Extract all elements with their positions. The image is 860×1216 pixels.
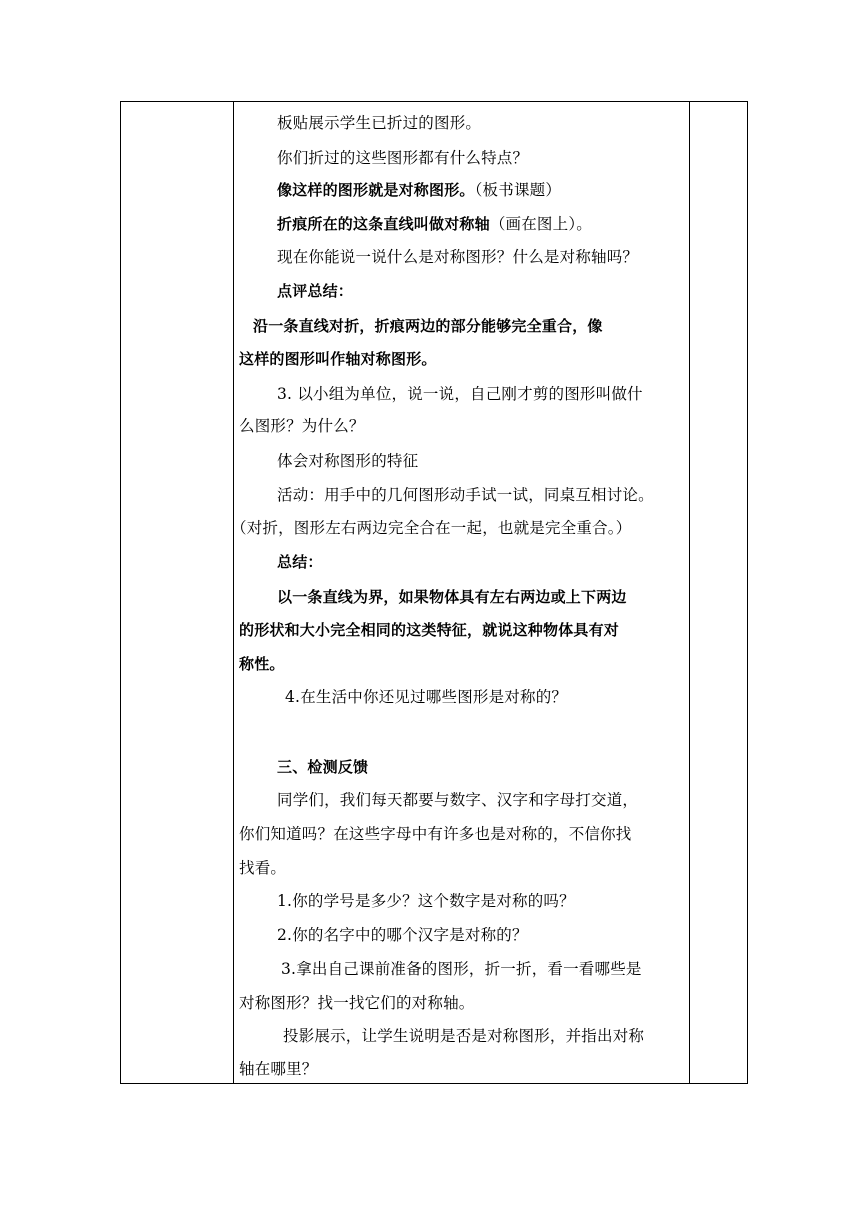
text-line: 轴在哪里？ [239,1060,318,1078]
text-line: 1.你的学号是多少？这个数字是对称的吗？ [277,892,575,910]
bold-text-line: 沿一条直线对折，折痕两边的部分能够完全重合，像 [253,317,603,335]
section-heading: 三、检测反馈 [277,758,369,776]
text-line: 3. 以小组为单位，说一说，自己刚才剪的图形叫做什 [277,385,643,403]
text-line: 4.在生活中你还见过哪些图形是对称的？ [285,688,568,706]
definition-bold: 像这样的图形就是对称图形。 [277,181,475,199]
text-line: （对折，图形左右两边完全合在一起，也就是完全重合。） [231,519,632,537]
text-line: 同学们，我们每天都要与数字、汉字和字母打交道， [277,791,639,809]
definition-bold: 折痕所在的这条直线叫做对称轴 [277,215,490,233]
text-line: 板贴展示学生已折过的图形。 [277,114,482,132]
text-line: 3.拿出自己课前准备的图形，折一折，看一看哪些是 [281,960,642,978]
section-label: 点评总结： [277,282,354,300]
text-line [277,214,733,234]
text-line: 么图形？为什么？ [239,417,365,435]
text-line: 体会对称图形的特征 [277,452,419,470]
text-line: 投影展示，让学生说明是否是对称图形，并指出对称 [283,1027,645,1045]
section-label: 总结： [277,553,323,571]
text-span: （画在图上）。 [489,215,592,233]
bold-text-line: 这样的图形叫作轴对称图形。 [239,350,437,368]
column-divider [233,102,234,1083]
bold-text-line: 称性。 [239,655,285,673]
bold-text-line: 的形状和大小完全相同的这类特征，就说这种物体具有对 [239,621,620,639]
text-line: 活动：用手中的几何图形动手试一试，同桌互相讨论。 [277,486,654,504]
text-line: 对称图形？找一找它们的对称轴。 [239,994,475,1012]
text-line: 现在你能说一说什么是对称图形？什么是对称轴吗？ [277,248,639,266]
text-line [277,180,733,200]
text-line: 你们折过的这些图形都有什么特点？ [277,149,529,167]
text-span: （板书课题） [474,181,562,199]
bold-text-line: 以一条直线为界，如果物体具有左右两边或上下两边 [277,588,627,606]
text-line: 2.你的名字中的哪个汉字是对称的？ [277,926,528,944]
text-line: 你们知道吗？在这些字母中有许多也是对称的，不信你找 [239,825,632,843]
text-line: 找看。 [239,859,287,877]
